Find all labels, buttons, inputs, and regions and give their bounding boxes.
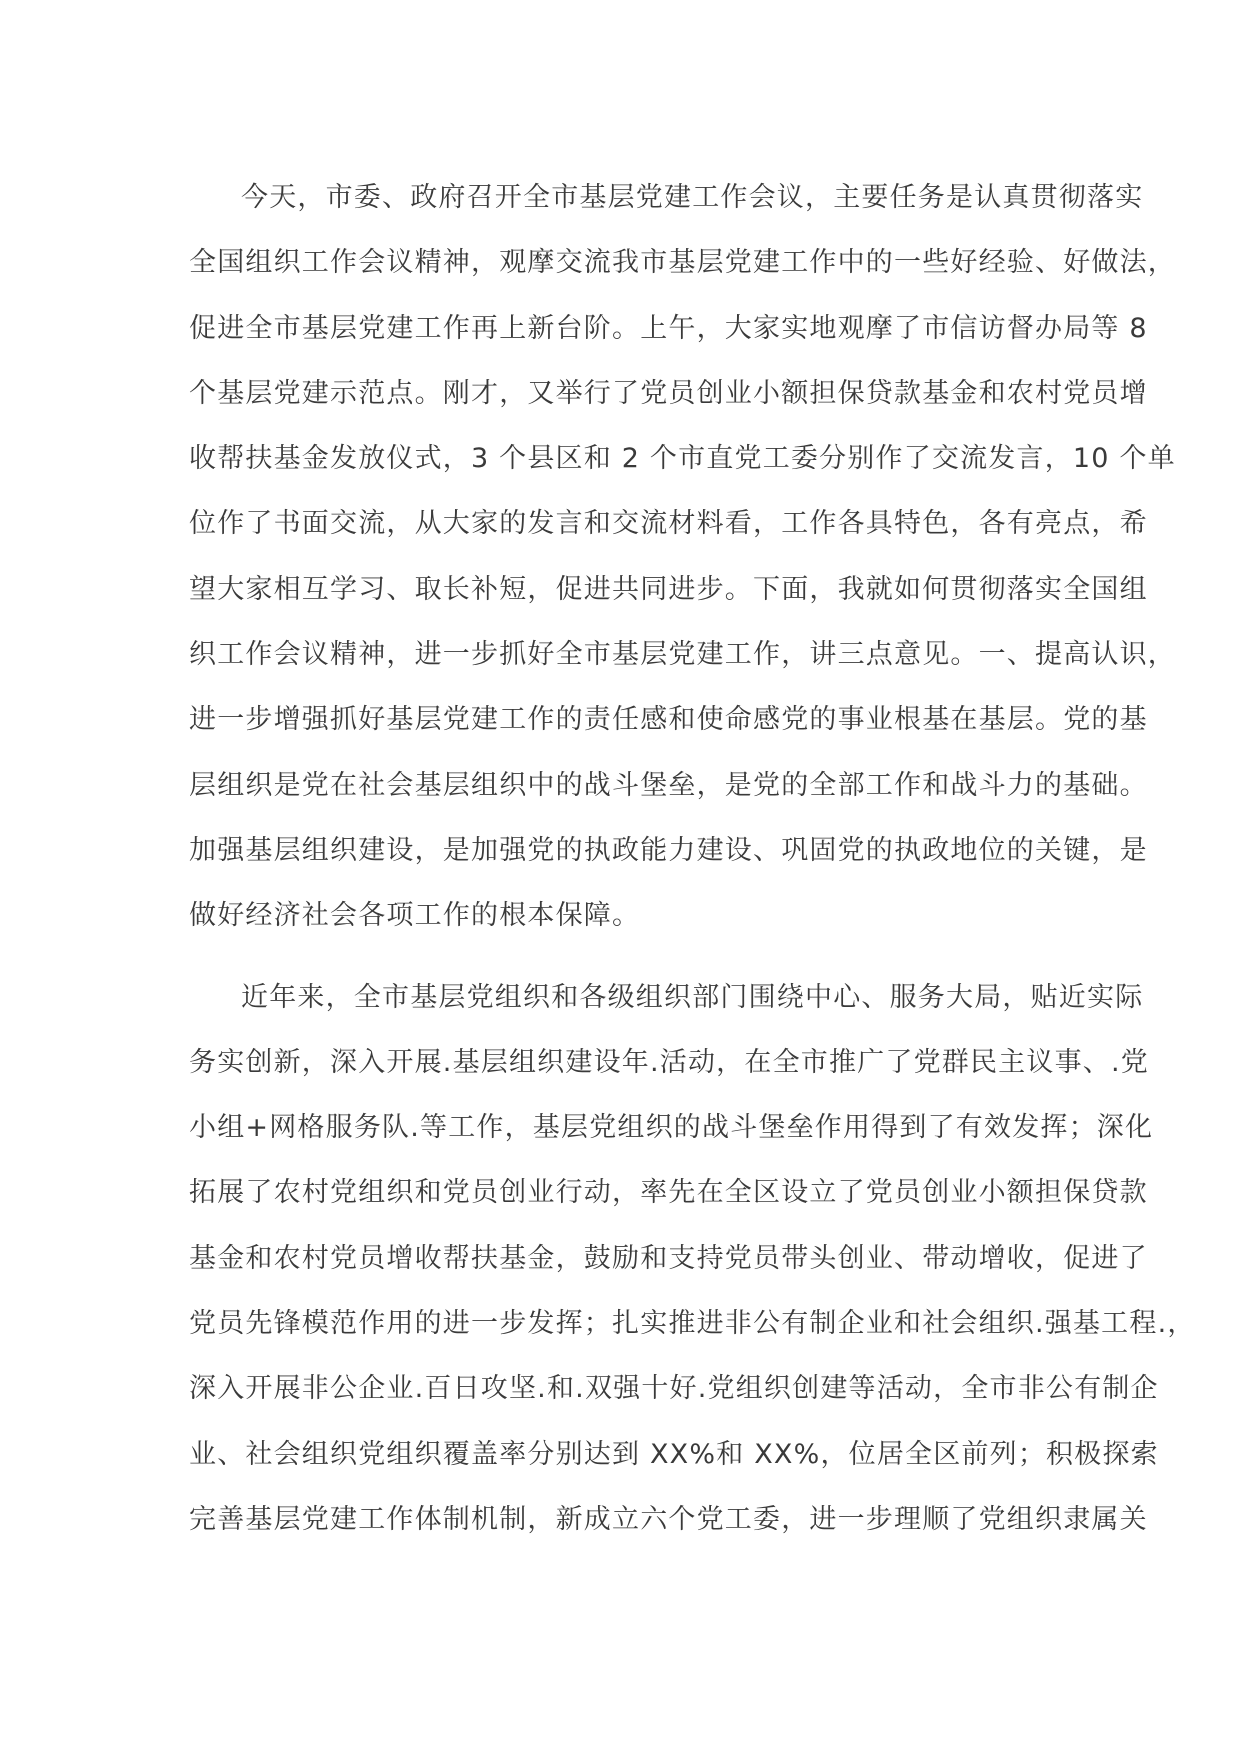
text-line: 全国组织工作会议精神，观摩交流我市基层党建工作中的一些好经验、好做法， [189,247,1176,279]
text-line: 促进全市基层党建工作再上新台阶。上午，大家实地观摩了市信访督办局等 8 [189,312,1148,344]
document-page [189,165,1196,1552]
text-line: 今天，市委、政府召开全市基层党建工作会议，主要任务是认真贯彻落实 [241,182,1144,213]
text-line: 拓展了农村党组织和党员创业行动，率先在全区设立了党员创业小额担保贷款 [189,1177,1148,1209]
text-line: 层组织是党在社会基层组织中的战斗堡垒，是党的全部工作和战斗力的基础。 [189,769,1148,801]
text-line: 业、社会组织党组织覆盖率分别达到 XX%和 XX%，位居全区前列；积极探索 [189,1438,1159,1470]
text-line: 小组+网格服务队.等工作，基层党组织的战斗堡垒作用得到了有效发挥；深化 [189,1112,1154,1144]
text-line: 完善基层党建工作体制机制，新成立六个党工委，进一步理顺了党组织隶属关 [189,1503,1148,1535]
text-line: 个基层党建示范点。刚才，又举行了党员创业小额担保贷款基金和农村党员增 [189,377,1148,409]
paragraph-1 [189,165,1176,949]
text-line: 织工作会议精神，进一步抓好全市基层党建工作，讲三点意见。一、提高认识， [189,639,1176,671]
text-line: 基金和农村党员增收帮扶基金，鼓励和支持党员带头创业、带动增收，促进了 [189,1242,1148,1274]
text-line: 位作了书面交流，从大家的发言和交流材料看，工作各具特色，各有亮点，希 [189,508,1148,540]
paragraph-2 [189,965,1196,1553]
text-line: 做好经济社会各项工作的根本保障。 [189,900,641,932]
text-line: 望大家相互学习、取长补短，促进共同进步。下面，我就如何贯彻落实全国组 [189,573,1148,605]
text-line: 务实创新，深入开展.基层组织建设年.活动，在全市推广了党群民主议事、.党 [189,1046,1149,1078]
text-line: 党员先锋模范作用的进一步发挥；扎实推进非公有制企业和社会组织.强基工程.， [189,1308,1196,1340]
text-line: 收帮扶基金发放仪式，3 个县区和 2 个市直党工委分别作了交流发言，10 个单 [189,443,1176,475]
text-line: 加强基层组织建设，是加强党的执政能力建设、巩固党的执政地位的关键，是 [189,834,1148,866]
text-line: 深入开展非公企业.百日攻坚.和.双强十好.党组织创建等活动，全市非公有制企 [189,1373,1159,1405]
text-line: 近年来，全市基层党组织和各级组织部门围绕中心、服务大局，贴近实际 [241,981,1144,1013]
text-line: 进一步增强抓好基层党建工作的责任感和使命感党的事业根基在基层。党的基 [189,704,1148,736]
